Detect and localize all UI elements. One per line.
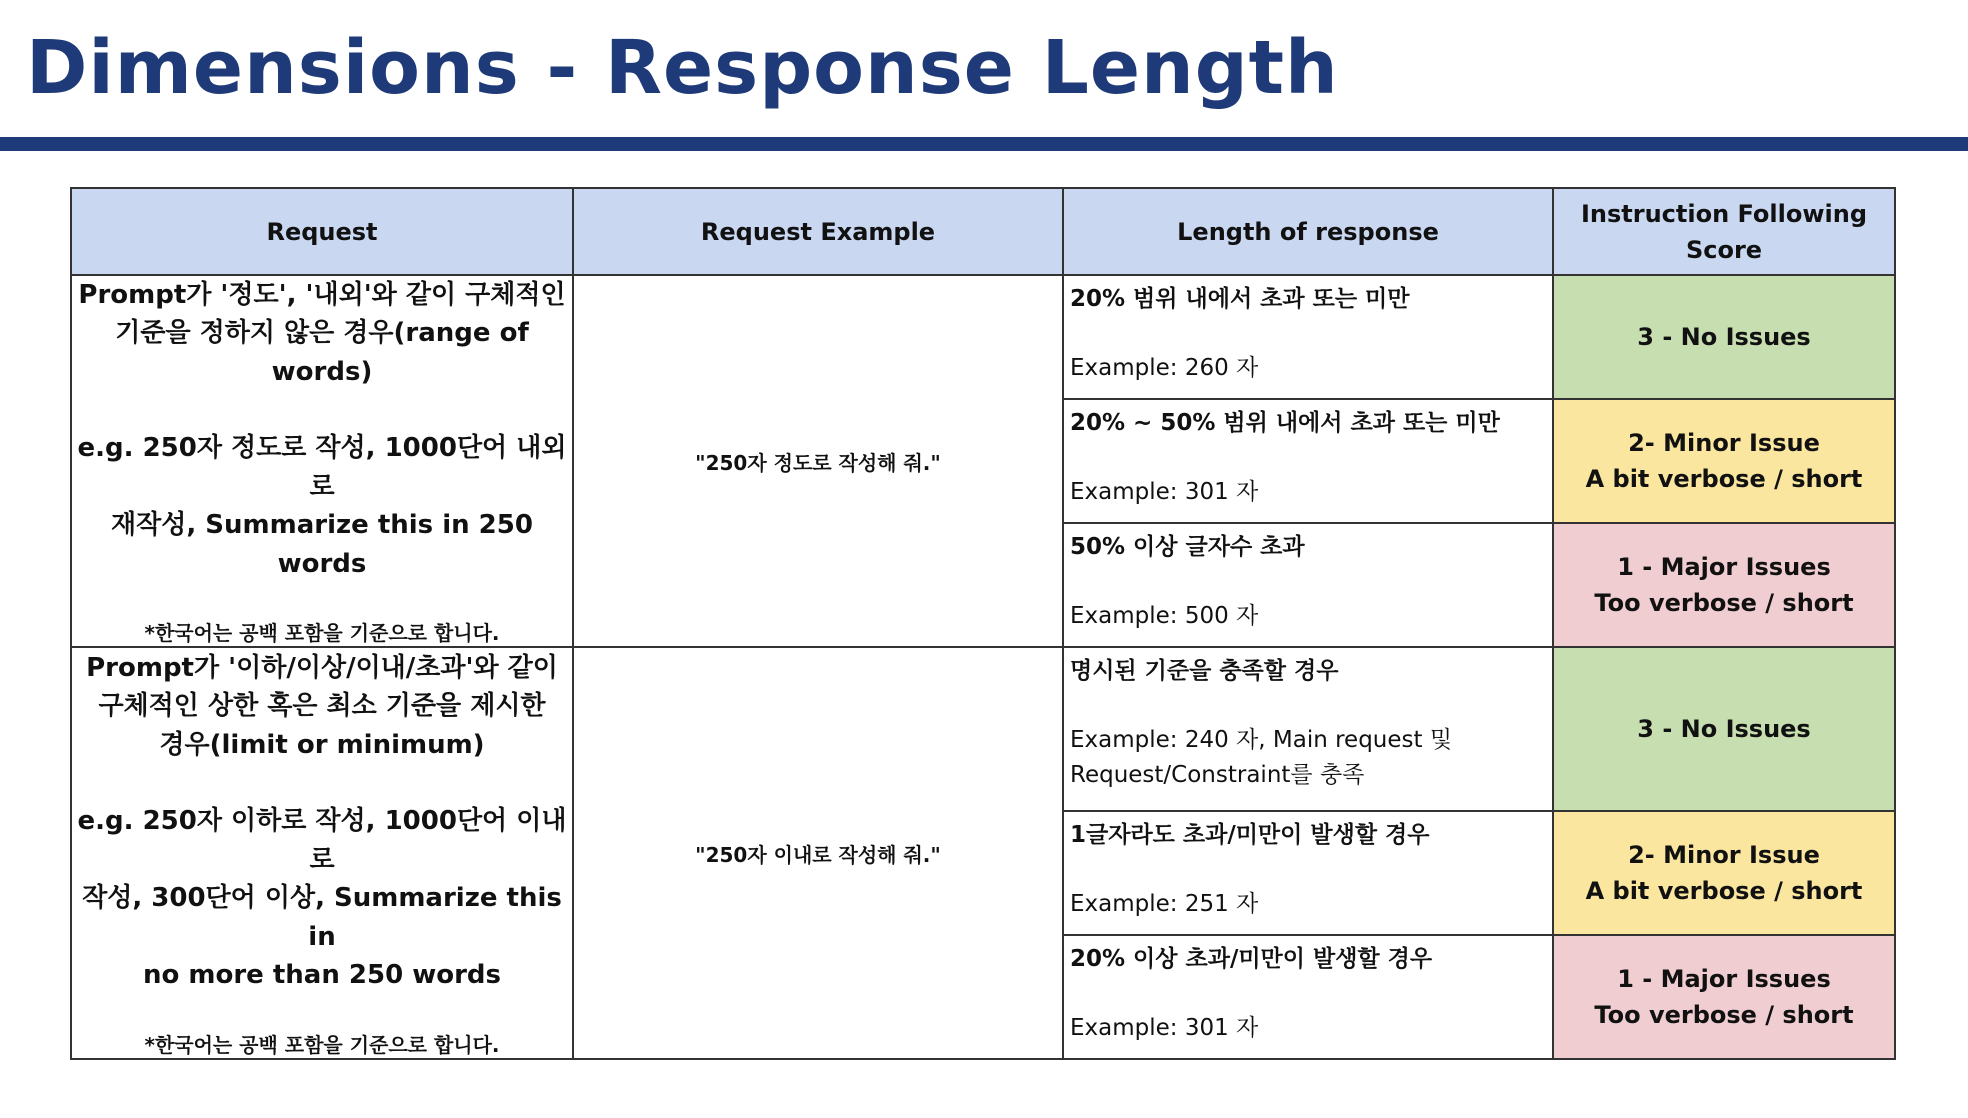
request-line: 경우(limit or minimum) (159, 729, 485, 760)
score-cell-major-issues (1553, 523, 1895, 647)
request-line: 구체적인 상한 혹은 최소 기준을 제시한 (98, 691, 546, 722)
request-line: Prompt가 '정도', '내외'와 같이 구체적인 (78, 280, 566, 310)
request-example-cell: "250자 이내로 작성해 줘." (573, 647, 1063, 1059)
length-cell (1063, 811, 1553, 935)
length-example-line: Example: 260 자 (1070, 355, 1259, 382)
request-example-line: e.g. 250자 이하로 작성, 1000단어 이내로 (77, 806, 567, 875)
length-example (1070, 723, 1544, 792)
length-condition: 20% 이상 초과/미만이 발생할 경우 (1070, 946, 1433, 973)
score-cell-no-issues (1553, 647, 1895, 811)
table-row (71, 647, 1895, 811)
length-condition: 20% ~ 50% 범위 내에서 초과 또는 미만 (1070, 410, 1500, 437)
length-example-line: Example: 301 자 (1070, 1015, 1259, 1042)
length-example (1070, 475, 1544, 510)
request-examples (72, 802, 572, 994)
request-example-cell: "250자 정도로 작성해 줘." (573, 275, 1063, 647)
length-example-line: Example: 240 자, Main request 및 (1070, 727, 1453, 754)
score-cell-no-issues (1553, 275, 1895, 399)
length-example (1070, 351, 1544, 386)
header-row (71, 188, 1895, 275)
length-example-line: Example: 301 자 (1070, 479, 1259, 506)
request-example-line: no more than 250 words (142, 960, 502, 991)
score-label: 1 - Major Issues (1617, 965, 1831, 994)
request-line: Prompt가 '이하/이상/이내/초과'와 같이 (86, 652, 558, 683)
request-line: 기준을 정하지 않은 경우(range of words) (115, 318, 529, 387)
request-example-line: 작성, 300단어 이상, Summarize this in (82, 883, 562, 952)
score-sublabel: Too verbose / short (1594, 1001, 1854, 1030)
length-cell (1063, 523, 1553, 647)
length-example (1070, 1011, 1544, 1046)
table-row (71, 275, 1895, 399)
length-example-line: Request/Constraint를 충족 (1070, 761, 1365, 788)
header-instruction-following-score (1553, 188, 1895, 275)
score-sublabel: A bit verbose / short (1585, 877, 1863, 906)
score-cell-minor-issue (1553, 399, 1895, 523)
length-cell (1063, 647, 1553, 811)
request-example-line: e.g. 250자 정도로 작성, 1000단어 내외로 (77, 433, 567, 502)
length-example-line: Example: 251 자 (1070, 891, 1259, 918)
score-cell-major-issues (1553, 935, 1895, 1059)
score-label: 2- Minor Issue (1628, 429, 1820, 458)
length-condition: 1글자라도 초과/미만이 발생할 경우 (1070, 822, 1430, 849)
score-sublabel: A bit verbose / short (1585, 465, 1863, 494)
score-cell-minor-issue (1553, 811, 1895, 935)
score-label: 1 - Major Issues (1617, 553, 1831, 582)
response-length-table (70, 187, 1896, 1060)
title-underline (0, 137, 1968, 151)
length-example (1070, 599, 1544, 634)
header-score-line1: Instruction Following (1580, 199, 1868, 228)
header-score-line2: Score (1685, 235, 1763, 264)
length-cell (1063, 935, 1553, 1059)
score-sublabel: Too verbose / short (1594, 589, 1854, 618)
header-request: Request (71, 188, 573, 275)
slide-title: Dimensions - Response Length (26, 25, 1339, 111)
request-cell-limit (71, 647, 573, 1059)
length-example (1070, 887, 1544, 922)
score-label: 2- Minor Issue (1628, 841, 1820, 870)
request-cell-range (71, 275, 573, 647)
header-request-example: Request Example (573, 188, 1063, 275)
length-condition: 20% 범위 내에서 초과 또는 미만 (1070, 286, 1410, 312)
length-cell (1063, 399, 1553, 523)
request-description (72, 276, 572, 391)
score-label: 3 - No Issues (1637, 323, 1811, 352)
request-description (72, 649, 572, 764)
score-label: 3 - No Issues (1637, 715, 1811, 744)
length-condition: 50% 이상 글자수 초과 (1070, 534, 1305, 561)
header-length-of-response: Length of response (1063, 188, 1553, 275)
request-example-line: 재작성, Summarize this in 250 words (111, 510, 533, 579)
request-examples (72, 429, 572, 583)
korean-note: *한국어는 공백 포함을 기준으로 합니다. (144, 1032, 500, 1057)
length-condition: 명시된 기준을 충족할 경우 (1070, 658, 1339, 685)
length-example-line: Example: 500 자 (1070, 603, 1259, 630)
korean-note: *한국어는 공백 포함을 기준으로 합니다. (144, 621, 500, 646)
length-cell (1063, 275, 1553, 399)
